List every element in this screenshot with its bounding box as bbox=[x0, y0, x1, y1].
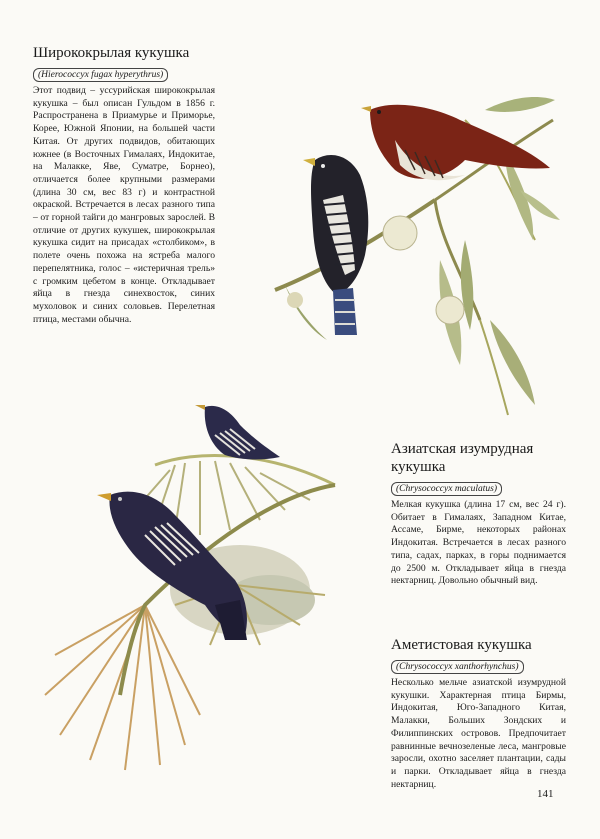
species-1-latin-name: (Hierococcyx fugax hyperythrus) bbox=[33, 68, 168, 82]
species-3-latin-name: (Chrysococcyx xanthorhynchus) bbox=[391, 660, 524, 674]
page-number: 141 bbox=[537, 788, 554, 800]
species-1-title: Ширококрылая кукушка bbox=[33, 45, 190, 61]
species-2-block bbox=[391, 440, 566, 588]
species-2-latin-name: (Chrysococcyx maculatus) bbox=[391, 482, 502, 496]
species-1-block bbox=[33, 44, 215, 326]
species-1-description: Этот подвид – уссурийская ширококрылая кукушка – был описан Гульдом в 1856 г. Распространена в Приамурье и Приморье, Корее, Южной Японии, на большей части Китая. От других подвидов, обитающих южнее (в Восточных Гималаях, Индокитае, на Малакке, Яве, Суматре, Борнео), отличается более крупными размерами (длина 30 см, вес 83 г) и контрастной окраской. Встречается в лесах разного типа – от горной тайги до мангровых зарослей. В отличие от других кукушек, ширококрылая кукушка сидит на присадах «столбиком», в полете очень похожа на ястреба малого перепелятника, голос – «истеричная трель» с громким цебетом в конце. Откладывает яйца в гнезда синехвосток, синих мухоловок и синих соловьев. Перелетная птица, местами обычна. bbox=[33, 85, 215, 325]
species-3-block bbox=[391, 636, 566, 791]
emerald-cuckoo-illustration bbox=[35, 395, 345, 780]
hawk-cuckoo-illustration bbox=[265, 90, 565, 420]
species-2-title: Азиатская изумрудная кукушка bbox=[391, 441, 534, 475]
species-3-title: Аметистовая кукушка bbox=[391, 637, 532, 653]
species-3-description: Несколько мельче азиатской изумрудной кукушки. Характерная птица Бирмы, Индокитая, Юго-Западного Китая, Малакки, Больших Зондских и Филиппинских островов. Предпочитает равнинные вечнозеленые леса, мангровые заросли, охотно заселяет плантации, сады и парки. Откладывает яйца в гнезда нектарниц. bbox=[391, 677, 566, 790]
species-2-description: Мелкая кукушка (длина 17 см, вес 24 г). Обитает в Гималаях, Западном Китае, Ассаме, Бирме, некоторых районах Индокитая. Встречается в лесах разного типа, садах, парках, в горы поднимается до 2500 м. Откладывает яйца в гнезда нектарниц. Довольно обычный вид. bbox=[391, 499, 566, 587]
